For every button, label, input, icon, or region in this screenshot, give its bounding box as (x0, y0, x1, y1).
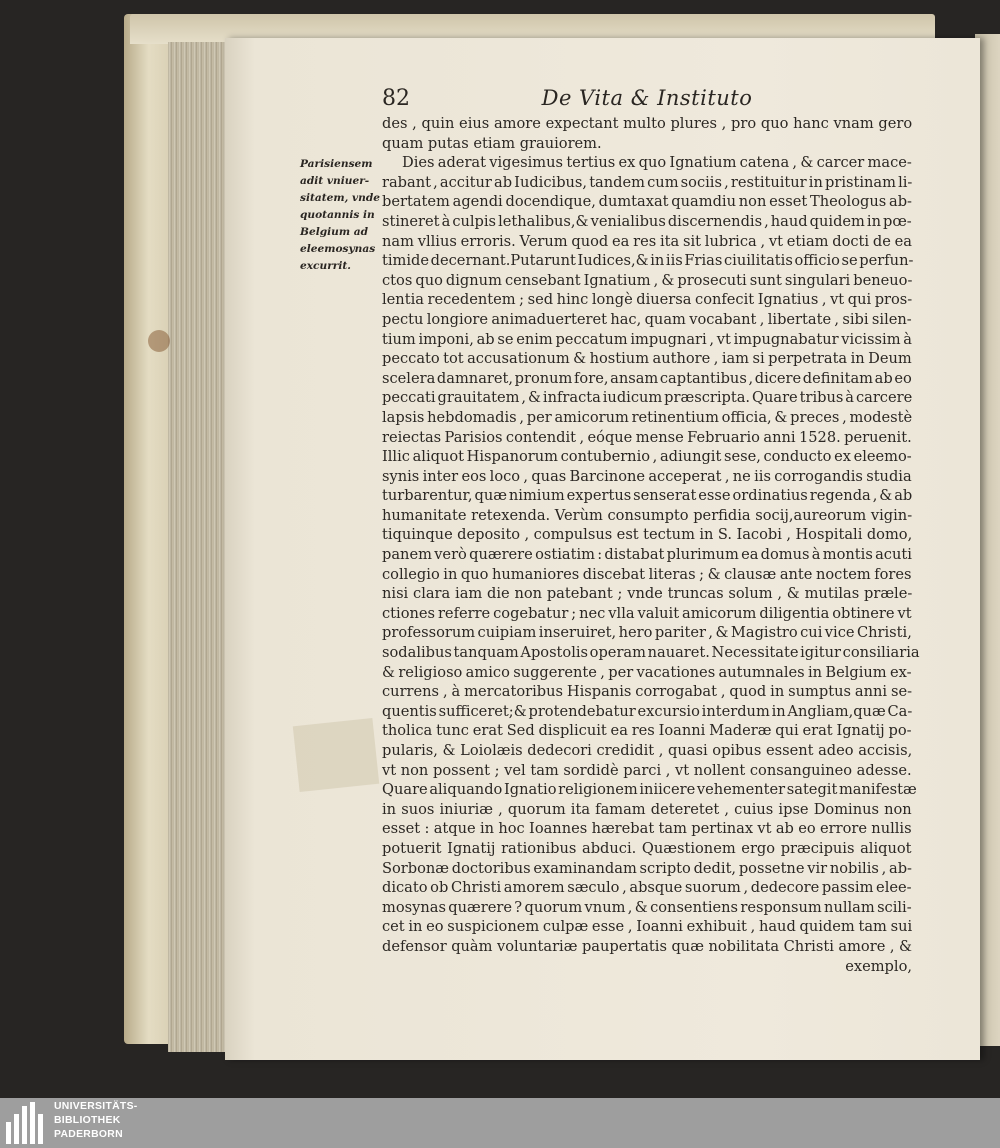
text-line: tium imponi, ab se enim peccatum impugnari , vt impugnabatur vicissim à (382, 330, 912, 348)
text-line: quentis sufficeret;& protendebatur excursio interdum in Angliam,quæ Ca- (382, 702, 913, 720)
text-line: ctos quo dignum censebant Ignatium , & prosecuti sunt singulari beneuo- (382, 271, 913, 289)
logo-text-line: BIBLIOTHEK (54, 1115, 121, 1126)
text-line: peccato tot accusationum & hostium authore , iam si perpetrata in Deum (382, 350, 912, 368)
body-text (382, 114, 920, 976)
marginal-note-line: sitatem, vnde (300, 192, 380, 204)
text-line: in suos iniuriæ , quorum ita famam deteretet , cuius ipse Dominus non (382, 800, 912, 818)
text-line: potuerit Ignatij rationibus abduci. Quæstionem ergo præcipuis aliquot (382, 839, 912, 857)
library-footer (0, 1098, 1000, 1148)
text-line: scelera damnaret, pronum fore, ansam captantibus , dicere definitam ab eo (382, 369, 912, 387)
text-line: cet in eo suspicionem culpæ esse , Ioanni exhibuit , haud quidem tam sui (382, 918, 913, 936)
text-line: pularis, & Loiolæis dedecori credidit , quasi opibus essent adeo accisis, (382, 742, 913, 759)
running-title: De Vita & Instituto (541, 86, 753, 110)
text-line: rabant , accitur ab Iudicibus, tandem cum sociis , restituitur in pristinam li- (382, 173, 913, 191)
ink-stain (148, 330, 170, 352)
marginal-note-line: excurrit. (300, 260, 351, 272)
text-line: collegio in quo humaniores discebat literas ; & clausæ ante noctem fores (382, 565, 912, 583)
marginal-note-line: quotannis in (300, 209, 375, 221)
text-line: panem verò quærere ostiatim : distabat plurimum ea domus à montis acuti (382, 546, 912, 564)
text-line: & religioso amico suggerente , per vacationes autumnales in Belgium ex- (382, 663, 912, 681)
text-line: synis inter eos loco , quas Barcinone acceperat , ne iis corrogandis studia (382, 467, 912, 485)
text-line: vt non possent ; vel tam sordidè parci , vt nollent consanguineo adesse. (382, 761, 912, 779)
logo-text-line: UNIVERSITÄTS- (54, 1101, 138, 1112)
text-line: timide decernant.Putarunt Iudices,& in iis Frias ciuilitatis officio se perfun- (382, 252, 914, 270)
text-line: currens , à mercatoribus Hispanis corrogabat , quod in sumptus anni se- (382, 683, 913, 701)
text-line: lentia recedentem ; sed hinc longè diuersa confecit Ignatius , vt qui pros- (382, 291, 913, 309)
text-line: bertatem agendi docendique, dumtaxat quamdiu non esset Theologus ab- (382, 193, 912, 211)
marginal-note-line: adit vniuer- (300, 175, 370, 187)
text-line: peccati grauitatem , & infracta iudicum præscripta. Quare tribus à carcere (382, 389, 913, 407)
text-line: esset : atque in hoc Ioannes hærebat tam pertinax vt ab eo errore nullis (382, 820, 912, 838)
library-logo-icon (6, 1102, 50, 1144)
text-line: tholica tunc erat Sed displicuit ea res Ioanni Maderæ qui erat Ignatij po- (382, 722, 912, 740)
logo-text-line: PADERBORN (54, 1129, 123, 1140)
text-line: mosynas quærere ? quorum vnum , & consentiens responsum nullam scili- (382, 898, 912, 916)
catchword: exemplo, (845, 957, 912, 975)
marginal-note-line: eleemosynas (300, 243, 376, 255)
text-line: stineret à culpis lethalibus,& venialibus discernendis , haud quidem in pœ- (382, 212, 912, 230)
text-line: defensor quàm voluntariæ paupertatis quæ nobilitata Christi amore , & (382, 937, 913, 955)
marginal-note-line: Belgium ad (300, 226, 369, 238)
library-logo-text (54, 1100, 138, 1142)
page-header (382, 86, 912, 116)
text-line: des , quin eius amore expectant multo plures , pro quo hanc vnam gero (382, 115, 913, 132)
text-line: Illic aliquot Hispanorum contubernio , adiungit sese, conducto ex eleemo- (382, 448, 912, 466)
marginal-note-line: Parisiensem (300, 158, 373, 170)
text-line: Dies aderat vigesimus tertius ex quo Ignatium catena , & carcer mace- (402, 154, 912, 172)
text-line: Sorbonæ doctoribus examinandam scripto dedit, possetne vir nobilis , ab- (382, 859, 912, 877)
text-line: nam vllius erroris. Verum quod ea res ita sit lubrica , vt etiam docti de ea (382, 232, 912, 250)
text-line: reiectas Parisios contendit , eóque mense Februario anni 1528. peruenit. (382, 428, 912, 446)
text-line: dicato ob Christi amorem sæculo , absque suorum , dedecore passim elee- (382, 879, 912, 897)
paper-patch (293, 718, 379, 792)
marginal-note (300, 156, 380, 275)
text-line: lapsis hebdomadis , per amicorum retinentium officia, & preces , modestè (382, 408, 913, 426)
text-line: quam putas etiam grauiorem. (382, 134, 602, 152)
text-line: pectu longiore animaduerteret hac, quam vocabant , libertate , sibi silen- (382, 310, 912, 328)
text-line: turbarentur, quæ nimium expertus senserat esse ordinatius regenda , & ab (382, 487, 913, 505)
text-line: humanitate retexenda. Verùm consumpto perfidia socij,aureorum vigin- (382, 506, 913, 524)
text-line: nisi clara iam die non patebant ; vnde truncas solum , & mutilas præle- (382, 585, 913, 603)
text-line: ctiones referre cogebatur ; nec vlla valuit amicorum diligentia obtinere vt (382, 604, 912, 622)
text-line: tiquinque deposito , compulsus est tectum in S. Iacobi , Hospitali domo, (382, 526, 913, 544)
page-number: 82 (382, 86, 410, 111)
text-line: sodalibus tanquam Apostolis operam nauaret. Necessitate igitur consiliaria (382, 644, 920, 662)
text-line: Quare aliquando Ignatio religionem iniicere vehementer sategit manifestæ (382, 781, 917, 799)
text-line: professorum cuipiam inseruiret, hero pariter , & Magistro cui vice Christi, (382, 624, 912, 642)
